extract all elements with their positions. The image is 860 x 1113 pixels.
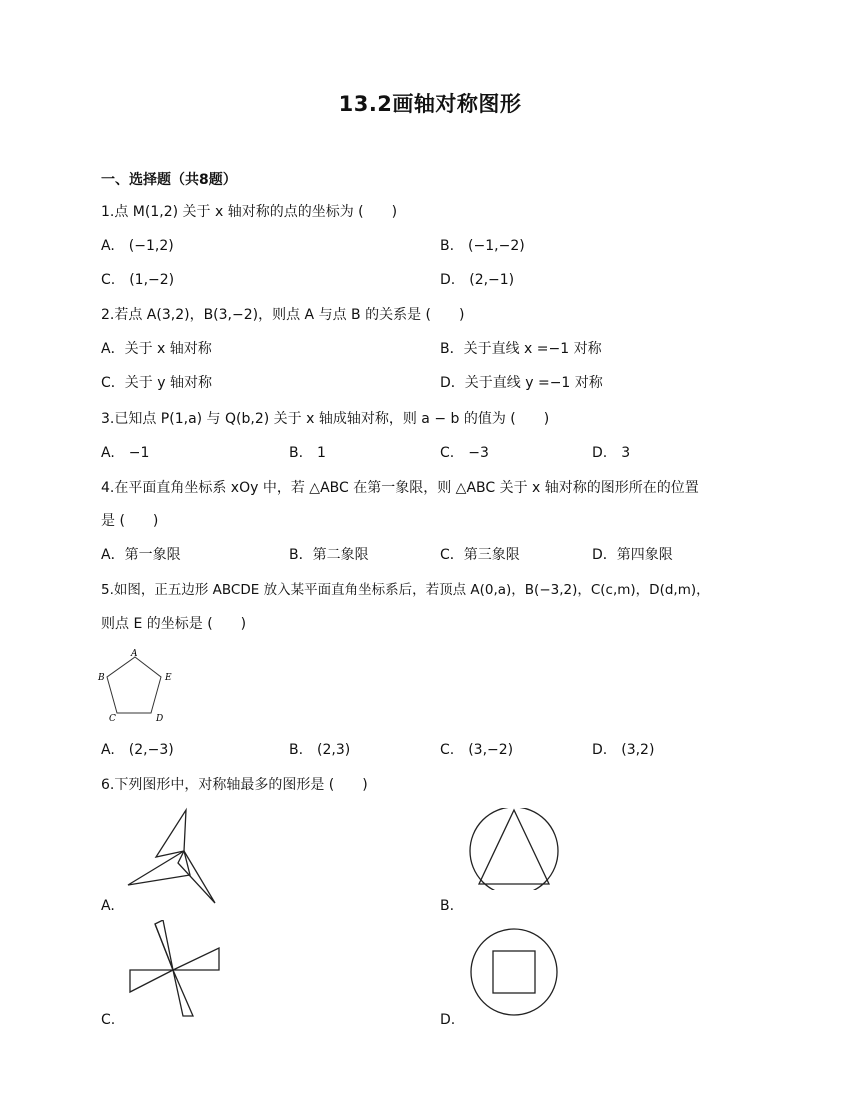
pentagon-label-a: A [131,649,138,659]
q3-option-d: D. 3 [592,445,631,461]
question-2-text: 2.若点 A(3,2)，B(3,−2)，则点 A 与点 B 的关系是 ( ) [101,307,465,323]
figure-d-circle [471,929,557,1015]
q4-option-c: C．第三象限 [440,547,520,563]
pentagon-shape [107,657,161,713]
figure-a-blade-3 [178,851,215,903]
figure-a-pinwheel [120,805,230,910]
figure-c-blade-1 [155,920,173,970]
question-4-text-line2: 是 ( ) [101,513,159,529]
q6-option-c: C. [101,1012,116,1028]
figure-c-blade-4 [130,970,173,992]
figure-b-circle [470,808,558,890]
q6-option-b: B. [440,898,455,914]
pentagon-label-b: B [98,673,105,683]
figure-b-circle-triangle [465,808,565,890]
q3-option-a: A. −1 [101,445,150,461]
q6-option-d: D. [440,1012,456,1028]
pentagon-figure [95,645,185,727]
section-heading: 一、选择题（共8题） [101,172,237,188]
question-5-text-line1: 5.如图，正五边形 ABCDE 放入某平面直角坐标系后，若顶点 A(0,a)，B(−3,2)，C(c,m)，D(d,m)， [101,582,710,598]
q2-option-c: C．关于 y 轴对称 [101,375,212,391]
question-5-text-line2: 则点 E 的坐标是 ( ) [101,616,247,632]
q5-option-d: D. (3,2) [592,742,655,758]
q2-option-b: B．关于直线 x =−1 对称 [440,341,602,357]
figure-d-square [493,951,535,993]
figure-c-pinwheel [125,920,225,1018]
figure-d-circle-square [469,928,561,1018]
q2-option-a: A．关于 x 轴对称 [101,341,212,357]
figure-b-triangle [479,810,549,884]
q5-option-a: A. (2,−3) [101,742,174,758]
pentagon-label-e: E [165,673,172,683]
figure-a-blade-1 [156,810,186,857]
q1-option-c: C. (1,−2) [101,272,175,288]
figure-c-blade-3 [173,970,193,1016]
pentagon-label-c: C [109,714,116,724]
q4-option-b: B．第二象限 [289,547,369,563]
question-4-text-line1: 4.在平面直角坐标系 xOy 中，若 △ABC 在第一象限，则 △ABC 关于 x 轴对称的图形所在的位置 [101,480,699,496]
q1-option-d: D. (2,−1) [440,272,515,288]
question-6-text: 6.下列图形中，对称轴最多的图形是 ( ) [101,777,368,793]
question-1-text: 1.点 M(1,2) 关于 x 轴对称的点的坐标为 ( ) [101,204,398,220]
q6-option-a: A. [101,898,115,914]
q3-option-b: B. 1 [289,445,326,461]
q1-option-b: B. (−1,−2) [440,238,525,254]
figure-c-blade-2 [173,948,219,970]
q5-option-b: B. (2,3) [289,742,351,758]
q2-option-d: D．关于直线 y =−1 对称 [440,375,603,391]
question-3-text: 3.已知点 P(1,a) 与 Q(b,2) 关于 x 轴成轴对称，则 a − b 的值为 ( ) [101,411,550,427]
q3-option-c: C. −3 [440,445,489,461]
page-title: 13.2画轴对称图形 [338,92,522,116]
pentagon-label-d: D [156,714,164,724]
q4-option-d: D．第四象限 [592,547,673,563]
q4-option-a: A．第一象限 [101,547,181,563]
q5-option-c: C. (3,−2) [440,742,514,758]
q1-option-a: A. (−1,2) [101,238,174,254]
